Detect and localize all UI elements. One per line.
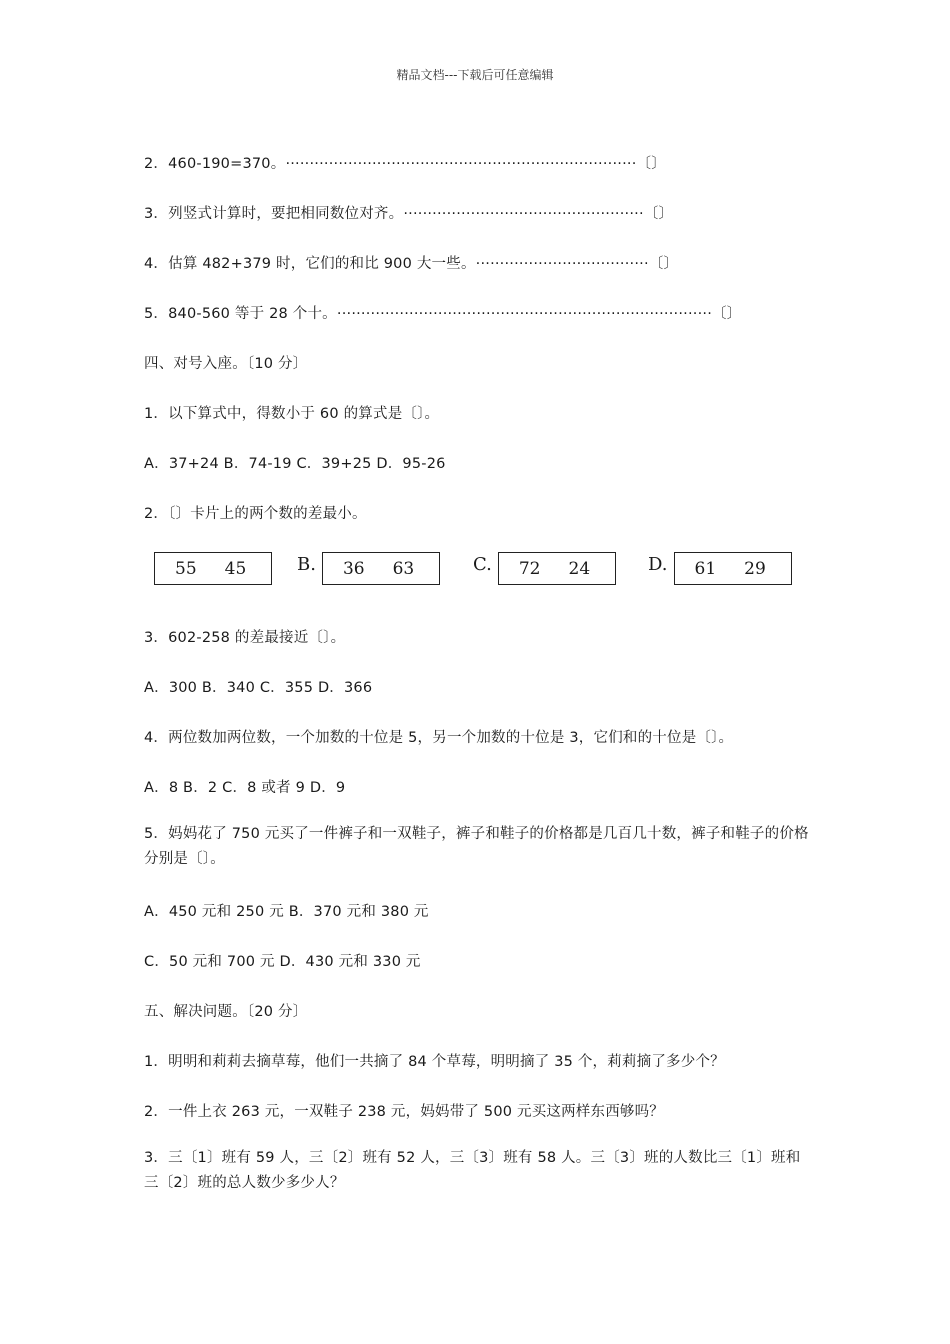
card-number: 24 [568, 558, 591, 579]
card-a [148, 552, 272, 585]
card-box [498, 552, 616, 585]
card-d [648, 552, 792, 585]
section4-q2: 2．〔〕卡片上的两个数的差最小。 [144, 506, 367, 522]
section4-q3: 3．602-258 的差最接近〔〕。 [144, 630, 346, 646]
section5-q1: 1．明明和莉莉去摘草莓，他们一共摘了 84 个草莓，明明摘了 35 个，莉莉摘了多少个？ [144, 1054, 725, 1070]
judge-item-5 [144, 302, 741, 323]
section4-title: 四、对号入座。〔10 分〕 [144, 356, 308, 372]
card-letter: D. [648, 554, 668, 575]
card-number: 72 [518, 558, 541, 579]
leader-dots: ·············································································· [336, 306, 713, 322]
card-letter: C. [473, 554, 492, 575]
section5-title: 五、解决问题。〔20 分〕 [144, 1004, 308, 1020]
card-c [473, 552, 616, 585]
card-number: 63 [392, 558, 415, 579]
judge-item-4 [144, 252, 678, 273]
section4-q4-options: A．8 B．2 C．8 或者 9 D．9 [144, 780, 346, 796]
card-b [297, 552, 440, 585]
card-box [322, 552, 440, 585]
card-box [154, 552, 272, 585]
card-number: 36 [342, 558, 365, 579]
number-cards [148, 552, 808, 592]
section4-q5-options-1: A．450 元和 250 元 B．370 元和 380 元 [144, 904, 429, 920]
leader-dots: ·················································· [403, 206, 644, 222]
card-number: 29 [744, 558, 766, 579]
section4-q1: 1．以下算式中，得数小于 60 的算式是〔〕。 [144, 406, 440, 422]
leader-dots: ········································································· [285, 156, 637, 172]
answer-bracket: 〔〕 [636, 156, 666, 172]
section5-q3: 3．三〔1〕班有 59 人，三〔2〕班有 52 人，三〔3〕班有 58 人。三〔3〕班的人数比三〔1〕班和三〔2〕班的总人数少多少人？ [144, 1150, 801, 1191]
judge-item-2 [144, 152, 666, 173]
judge-item-3 [144, 202, 673, 223]
section5-q2: 2．一件上衣 263 元，一双鞋子 238 元，妈妈带了 500 元买这两样东西够吗？ [144, 1104, 665, 1120]
leader-dots: ···································· [475, 256, 649, 272]
card-number: 55 [175, 558, 197, 579]
answer-bracket: 〔〕 [712, 306, 742, 322]
card-box [674, 552, 792, 585]
card-letter: B. [297, 554, 316, 575]
section4-q1-options: A．37+24 B．74-19 C．39+25 D．95-26 [144, 456, 446, 472]
section4-q5-options-2: C．50 元和 700 元 D．430 元和 330 元 [144, 954, 421, 970]
judge-item-text: 5．840-560 等于 28 个十。 [144, 306, 337, 322]
judge-item-text: 3．列竖式计算时，要把相同数位对齐。 [144, 206, 404, 222]
section4-q4: 4．两位数加两位数，一个加数的十位是 5，另一个加数的十位是 3，它们和的十位是〔〕。 [144, 730, 734, 746]
answer-bracket: 〔〕 [643, 206, 674, 222]
section4-q3-options: A．300 B．340 C．355 D．366 [144, 680, 373, 696]
card-number: 45 [224, 558, 247, 579]
judge-item-text: 2．460-190=370。 [144, 156, 286, 172]
answer-bracket: 〔〕 [648, 256, 679, 272]
judge-item-text: 4．估算 482+379 时，它们的和比 900 大一些。 [144, 256, 476, 272]
section4-q5: 5．妈妈花了 750 元买了一件裤子和一双鞋子，裤子和鞋子的价格都是几百几十数，裤子和鞋子的价格分别是〔〕。 [144, 826, 809, 867]
page-header: 精品文档---下载后可任意编辑 [396, 68, 554, 82]
card-number: 61 [694, 558, 717, 579]
